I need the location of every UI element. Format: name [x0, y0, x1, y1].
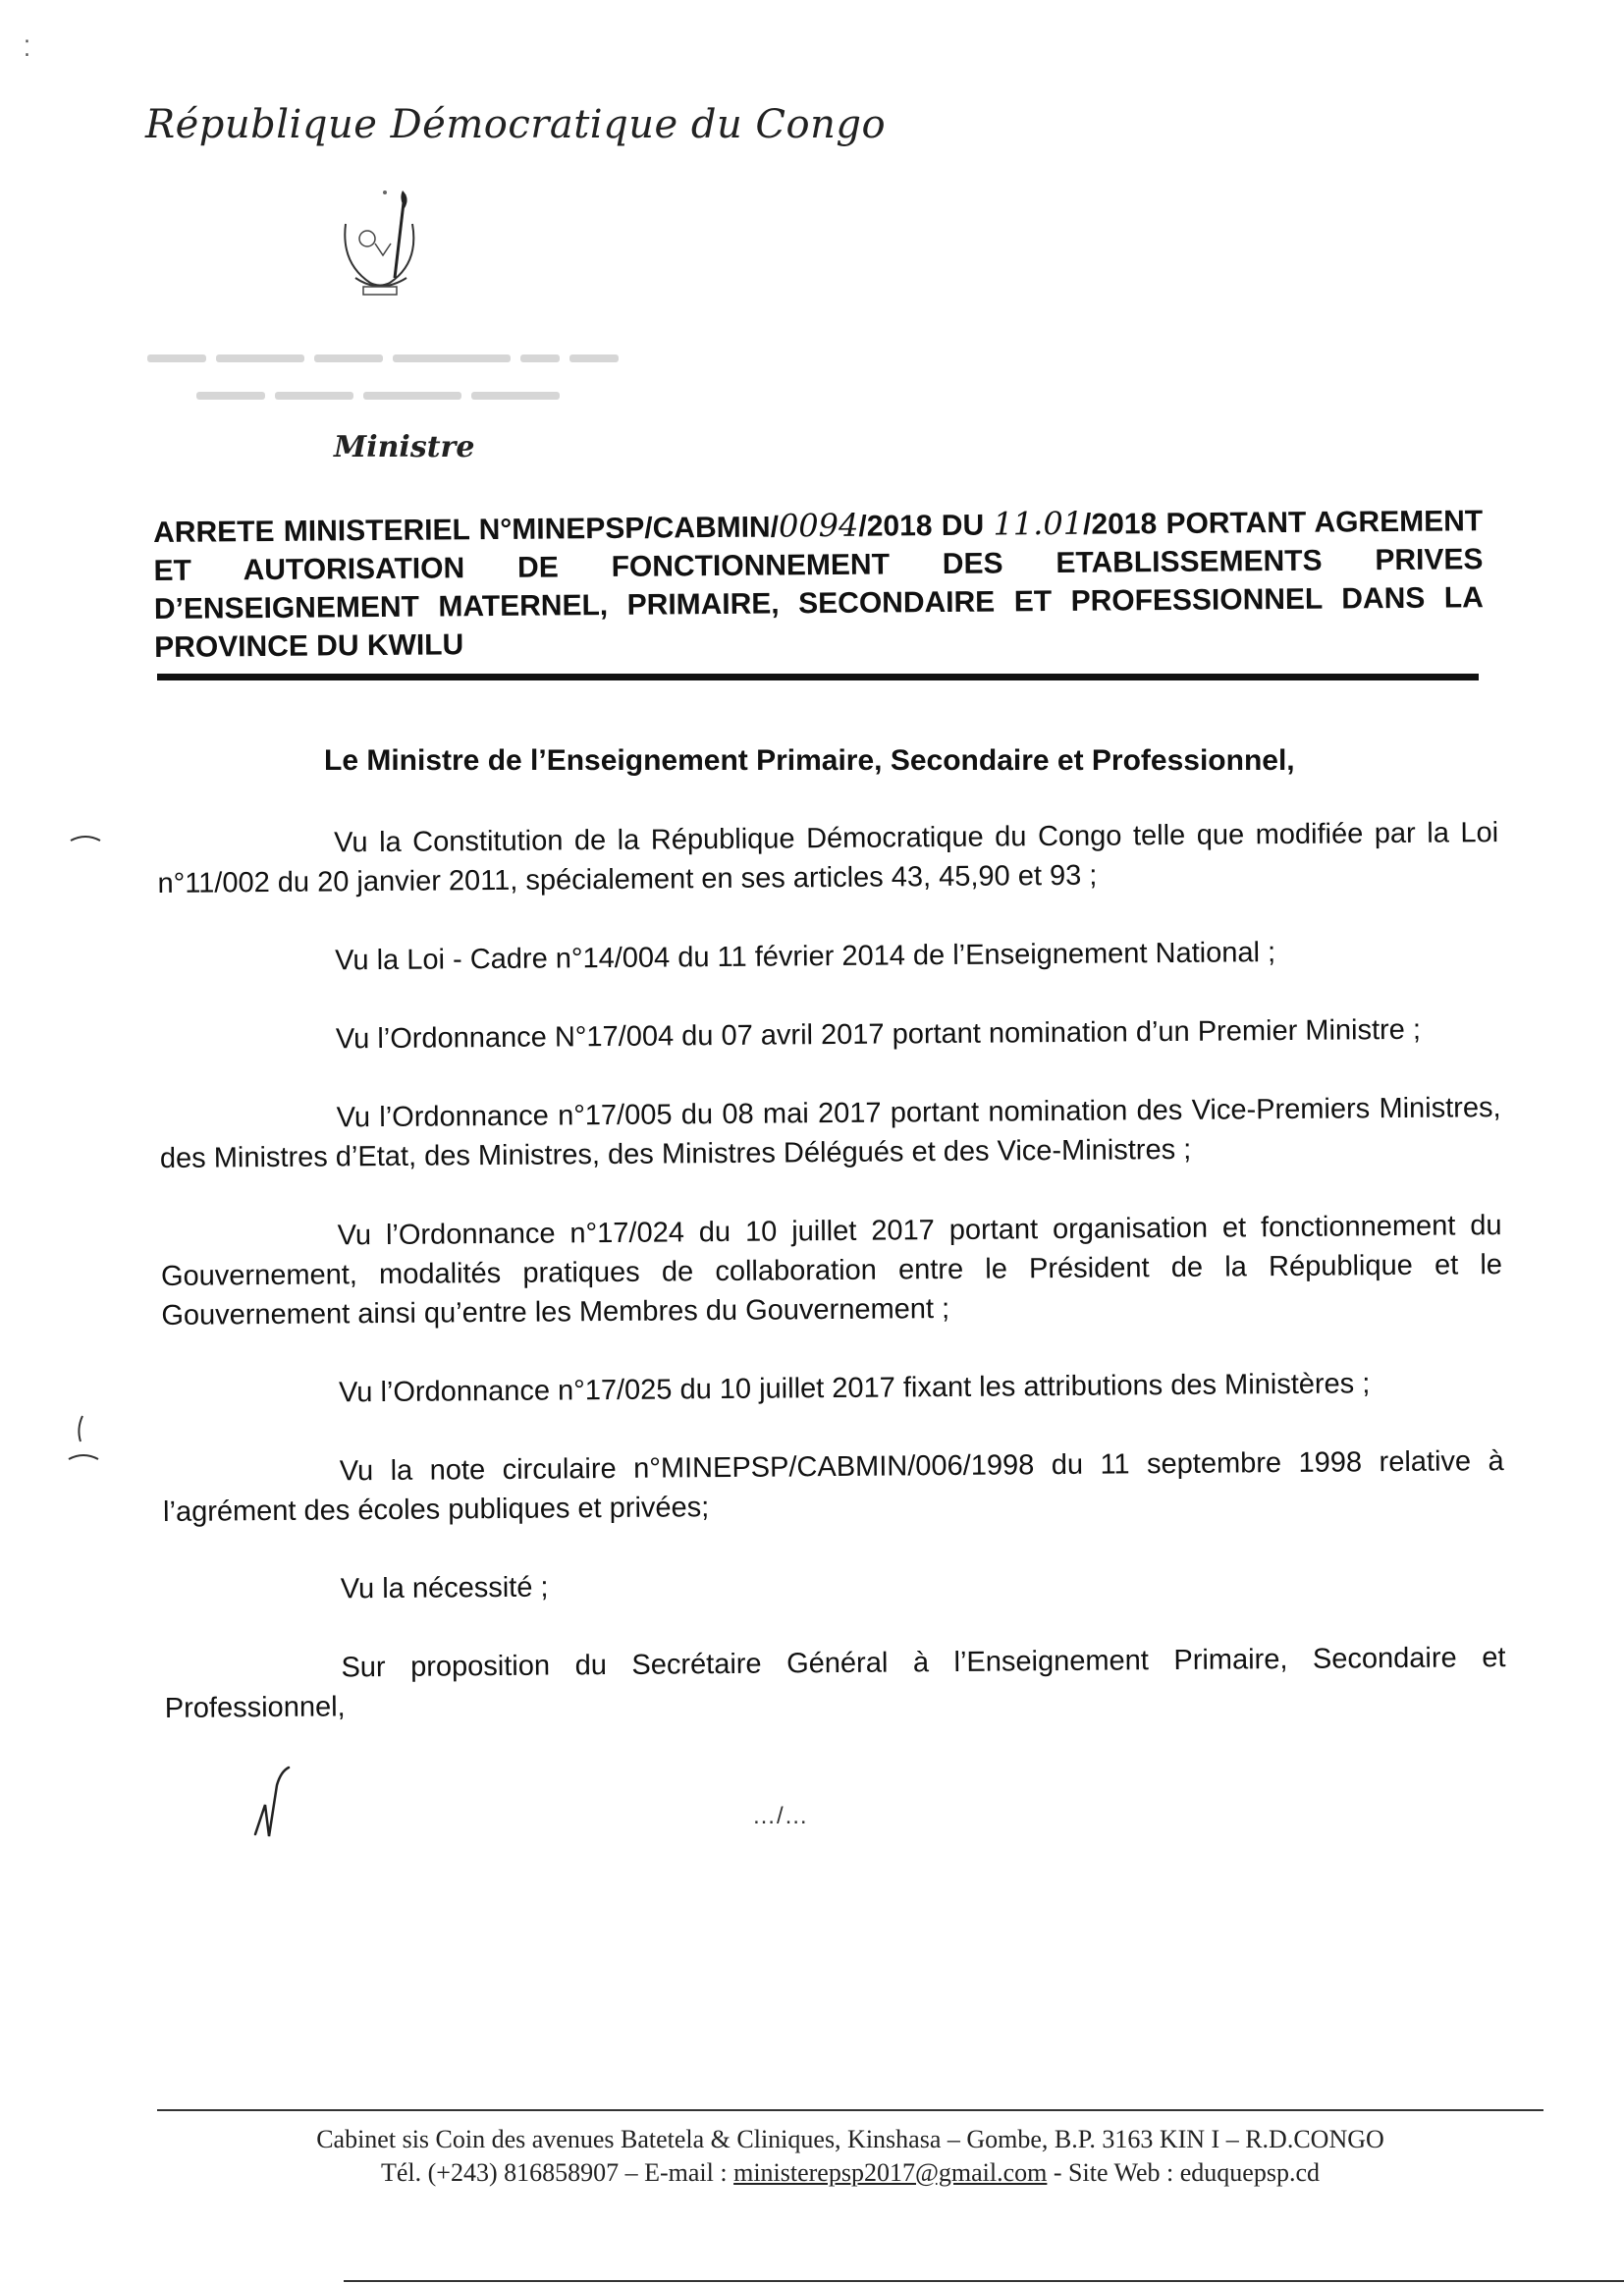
paragraph-proposition: Sur proposition du Secrétaire Général à l’Enseignement Primaire, Secondaire et Professionnel,: [164, 1642, 1506, 1724]
margin-mark: [69, 833, 102, 843]
footer-rule: [157, 2109, 1543, 2111]
margin-mark: [73, 1414, 86, 1443]
ministre-heading: Ministre: [334, 430, 475, 464]
handwritten-decree-date: 11.01: [993, 504, 1084, 543]
faded-header-line-2: [196, 387, 707, 401]
republic-heading: République Démocratique du Congo: [145, 102, 887, 147]
footer-website: - Site Web : eduquepsp.cd: [1047, 2158, 1320, 2187]
initials-signature: [247, 1766, 306, 1844]
footer-contact: [157, 2158, 1543, 2188]
footer-phone: Tél. (+243) 816858907 – E-mail :: [380, 2158, 734, 2187]
title-suffix: /2018 PORTANT AGREMENT ET AUTORISATION DE FONCTIONNEMENT DES ETABLISSEMENTS PRIVES D’ENSEIGNEMENT MATERNEL, PRIMAIRE, SECONDAIRE ET PROFESSIONNEL DANS LA PROVINCE DU KWILU: [153, 505, 1484, 664]
minister-heading: Le Ministre de l’Enseignement Primaire, Secondaire et Professionnel,: [324, 744, 1295, 777]
paragraph-ordonnance-17-004: Vu l’Ordonnance N°17/004 du 07 avril 2017 portant nomination d’un Premier Ministre ;: [335, 1013, 1422, 1056]
decree-title: [153, 501, 1484, 667]
paragraph-note-circulaire: Vu la note circulaire n°MINEPSP/CABMIN/006/1998 du 11 septembre 1998 relative à l’agrément des écoles publiques et privées;: [162, 1445, 1504, 1528]
page-bottom-rule: [344, 2280, 1624, 2282]
paragraph-loi-cadre: Vu la Loi - Cadre n°14/004 du 11 février 2014 de l’Enseignement National ;: [335, 937, 1276, 977]
coat-of-arms-icon: [326, 185, 434, 302]
handwritten-decree-number: 0094: [778, 506, 859, 545]
paragraph-ordonnance-17-024: Vu l’Ordonnance n°17/024 du 10 juillet 2017 portant organisation et fonctionnement du Gouvernement, modalités pratiques de collaboration entre le Président de la République et le Gouvernement ainsi qu’entre les Membres du Gouvernement ;: [160, 1210, 1503, 1332]
page-continuation: …/…: [752, 1803, 809, 1829]
paragraph-necessite: Vu la nécessité ;: [340, 1571, 549, 1605]
paragraph-constitution: Vu la Constitution de la République Démocratique du Congo telle que modifiée par la Loi n°11/002 du 20 janvier 2011, spécialement en ses articles 43, 45,90 et 93 ;: [157, 817, 1499, 899]
scan-mark: ⁚: [24, 37, 30, 62]
footer-address: Cabinet sis Coin des avenues Batetela & Cliniques, Kinshasa – Gombe, B.P. 3163 KIN I – R.D.CONGO: [316, 2125, 1384, 2153]
faded-header-line-1: [147, 350, 658, 363]
margin-mark: [67, 1451, 100, 1461]
footer-email-link[interactable]: ministerepsp2017@gmail.com: [733, 2158, 1048, 2187]
title-underline: [157, 674, 1479, 680]
paragraph-ordonnance-17-005: Vu l’Ordonnance n°17/005 du 08 mai 2017 portant nomination des Vice-Premiers Ministres, des Ministres d’Etat, des Ministres, des Ministres Délégués et des Vice-Ministres ;: [159, 1092, 1501, 1174]
title-mid: /2018 DU: [858, 509, 994, 543]
paragraph-ordonnance-17-025: Vu l’Ordonnance n°17/025 du 10 juillet 2017 fixant les attributions des Ministères ;: [338, 1368, 1371, 1409]
document-body: [157, 813, 1506, 1728]
title-prefix: ARRETE MINISTERIEL N°MINEPSP/CABMIN/: [153, 511, 780, 549]
